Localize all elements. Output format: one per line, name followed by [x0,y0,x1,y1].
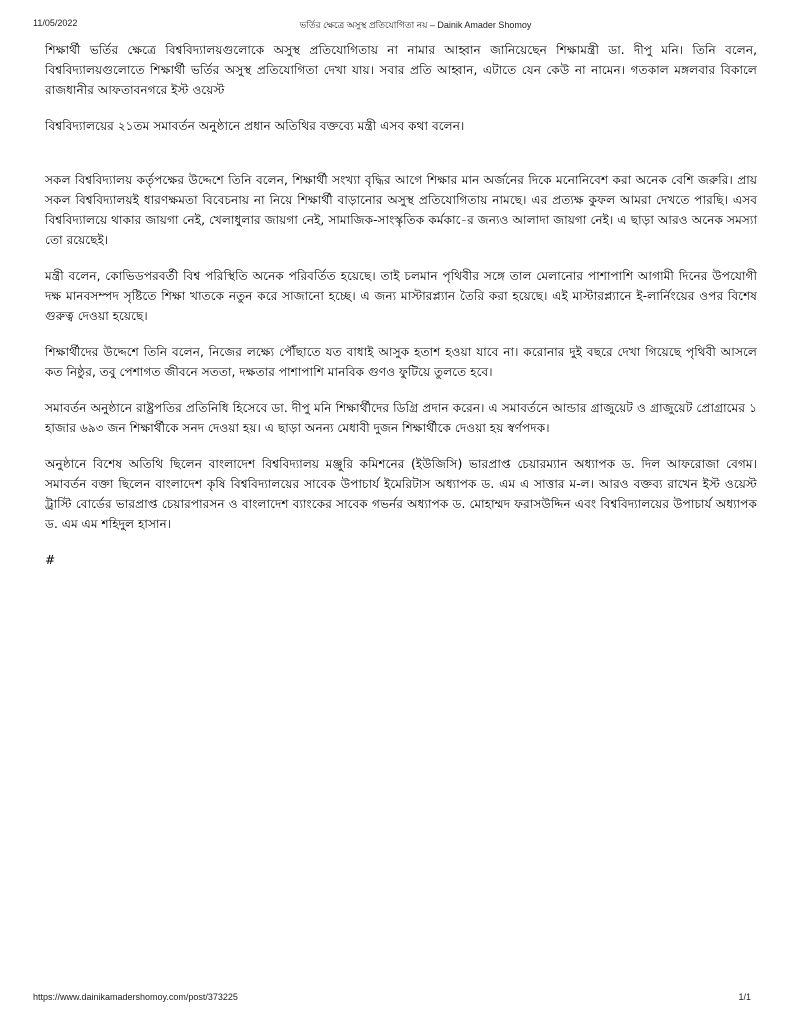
article-paragraph: শিক্ষার্থী ভর্তির ক্ষেত্রে বিশ্ববিদ্যালয়গুলোকে অসুস্থ প্রতিযোগিতায় না নামার আহ্বান জানিয়েছেন শিক্ষামন্ত্রী ডা. দীপু মনি। তিনি বলেন, বিশ্ববিদ্যালয়গুলোতে শিক্ষার্থী ভর্তির অসুস্থ প্রতিযোগিতা দেখা যায়। সবার প্রতি আহ্বান, এটাতে যেন কেউ না নামেন। গতকাল মঙ্গলবার বিকালে রাজধানীর আফতাবনগরে ইস্ট ওয়েস্ট [45,43,757,97]
print-date: 11/05/2022 [33,18,78,28]
page-url[interactable]: https://www.dainikamadershomoy.com/post/373225 [33,992,238,1002]
article-paragraph: মন্ত্রী বলেন, কোভিডপরবর্তী বিশ্ব পরিস্থিতি অনেক পরিবর্তিত হয়েছে। তাই চলমান পৃথিবীর সঙ্গে তাল মেলানোর পাশাপাশি আগামী দিনের উপযোগী দক্ষ মানবসম্পদ সৃষ্টিতে শিক্ষা খাতকে নতুন করে সাজানো হচ্ছে। এ জন্য মাস্টারপ্ল্যান তৈরি করা হয়েছে। এই মাস্টারপ্ল্যানে ই-লার্নিংয়ের ওপর বিশেষ গুরুত্ব দেওয়া হয়েছে। [45,269,757,323]
article-paragraph: সমাবর্তন অনুষ্ঠানে রাষ্ট্রপতির প্রতিনিধি হিসেবে ডা. দীপু মনি শিক্ষার্থীদের ডিগ্রি প্রদান করেন। এ সমাবর্তনে আন্ডার গ্রাজুয়েট ও গ্রাজুয়েট প্রোগ্রামের ১ হাজার ৬৯৩ জন শিক্ষার্থীকে সনদ দেওয়া হয়। এ ছাড়া অনন্য মেধাবী দুজন শিক্ষার্থীকে দেওয়া হয় স্বর্ণপদক। [45,401,757,435]
article-body [45,40,757,586]
article-paragraph: অনুষ্ঠানে বিশেষ অতিথি ছিলেন বাংলাদেশ বিশ্ববিদ্যালয় মঞ্জুরি কমিশনের (ইউজিসি) ভারপ্রাপ্ত চেয়ারম্যান অধ্যাপক ড. দিল আফরোজা বেগম। সমাবর্তন বক্তা ছিলেন বাংলাদেশ কৃষি বিশ্ববিদ্যালয়ের সাবেক উপাচার্য ইমেরিটাস অধ্যাপক ড. এম এ সাত্তার ম-ল। আরও বক্তব্য রাখেন ইস্ট ওয়েস্ট ট্রাস্টি বোর্ডের ভারপ্রাপ্ত চেয়ারপারসন ও বাংলাদেশ ব্যাংকের সাবেক গভর্নর অধ্যাপক ড. মোহাম্মদ ফরাসউদ্দিন এবং বিশ্ববিদ্যালয়ের উপাচার্য অধ্যাপক ড. এম এম শহিদুল হাসান। [45,457,757,531]
print-footer [0,992,791,1006]
end-marker: # [45,553,56,567]
page-title: ভর্তির ক্ষেত্রে অসুস্থ প্রতিযোগিতা নয় – Dainik Amader Shomoy [299,20,532,30]
page-number: 1/1 [738,992,751,1002]
article-paragraph: সকল বিশ্ববিদ্যালয় কর্তৃপক্ষের উদ্দেশে তিনি বলেন, শিক্ষার্থী সংখ্যা বৃদ্ধির আগে শিক্ষার মান অর্জনের দিকে মনোনিবেশ করা অনেক বেশি জরুরি। প্রায় সকল বিশ্ববিদ্যালয়ই ধারণক্ষমতা বিবেচনায় না নিয়ে শিক্ষার্থী বাড়ানোর অসুস্থ প্রতিযোগিতায় নামছে। এর প্রত্যক্ষ কুফল আমরা দেখতে পারছি। এসব বিশ্ববিদ্যালয়ে থাকার জায়গা নেই, খেলাধুলার জায়গা নেই, সামাজিক-সাংস্কৃতিক কর্মকা-ের জন্যও আলাদা জায়গা নেই। এ ছাড়া আরও অনেক সমস্যা তো রয়েছেই। [45,173,757,247]
article-paragraph: শিক্ষার্থীদের উদ্দেশে তিনি বলেন, নিজের লক্ষ্যে পৌঁছাতে যত বাধাই আসুক হতাশ হওয়া যাবে না। করোনার দুই বছরে দেখা গিয়েছে পৃথিবী আসলে কত নিষ্ঠুর, তবু পেশাগত জীবনে সততা, দক্ষতার পাশাপাশি মানবিক গুণও ফুটিয়ে তুলতে হবে। [45,345,757,379]
article-paragraph: বিশ্ববিদ্যালয়ের ২১তম সমাবর্তন অনুষ্ঠানে প্রধান অতিথির বক্তব্যে মন্ত্রী এসব কথা বলেন। [45,119,465,133]
print-header [0,18,791,32]
